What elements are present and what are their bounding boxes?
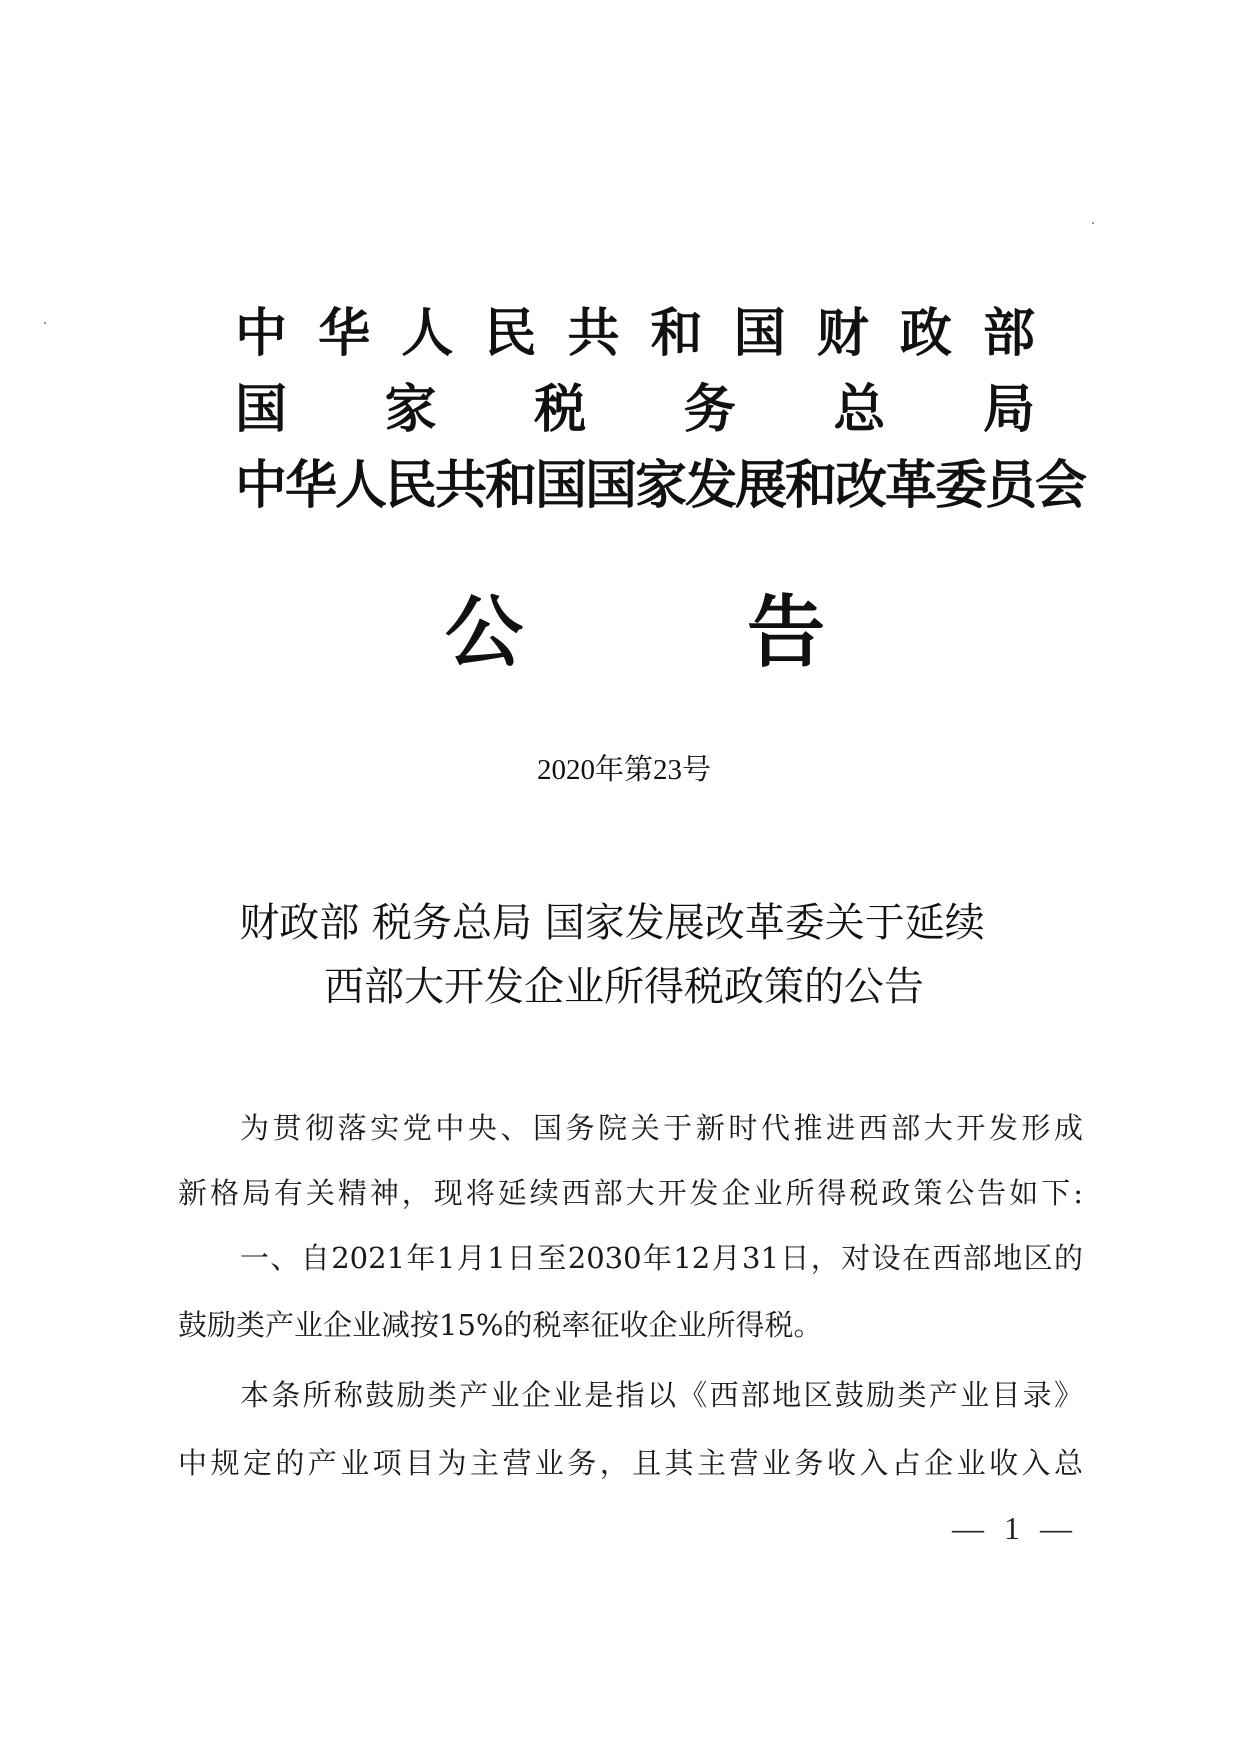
document-title-line-2: 西部大开发企业所得税政策的公告 xyxy=(324,964,924,1010)
body-paragraph-2-line-2: 鼓励类产业企业减按15%的税率征收企业所得税。 xyxy=(178,1308,823,1342)
document-type-heading: 公告 xyxy=(445,588,825,678)
body-paragraph-3-line-1: 本条所称鼓励类产业企业是指以《西部地区鼓励类产业目录》 xyxy=(240,1378,1083,1412)
body-paragraph-3-line-2: 中规定的产业项目为主营业务，且其主营业务收入占企业收入总 xyxy=(178,1446,1083,1480)
body-paragraph-1-line-1: 为贯彻落实党中央、国务院关于新时代推进西部大开发形成 xyxy=(240,1111,1083,1145)
issuer-ndrc: 中华人民共和国国家发展和改革委员会 xyxy=(235,456,1086,516)
body-paragraph-2-line-1: 一、自2021年1月1日至2030年12月31日，对设在西部地区的 xyxy=(240,1241,1083,1275)
page-number: — 1 — xyxy=(952,1510,1078,1546)
issuer-ministry-of-finance: 中华人民共和国财政部 xyxy=(235,304,1035,364)
scan-speck xyxy=(1092,222,1094,224)
issuer-state-taxation-administration: 国家税务总局 xyxy=(235,380,1035,440)
document-title-line-1: 财政部 税务总局 国家发展改革委关于延续 xyxy=(239,900,985,946)
body-paragraph-1-line-2: 新格局有关精神，现将延续西部大开发企业所得税政策公告如下: xyxy=(178,1176,1083,1210)
scan-speck xyxy=(44,322,46,324)
document-number: 2020年第23号 xyxy=(536,754,711,786)
